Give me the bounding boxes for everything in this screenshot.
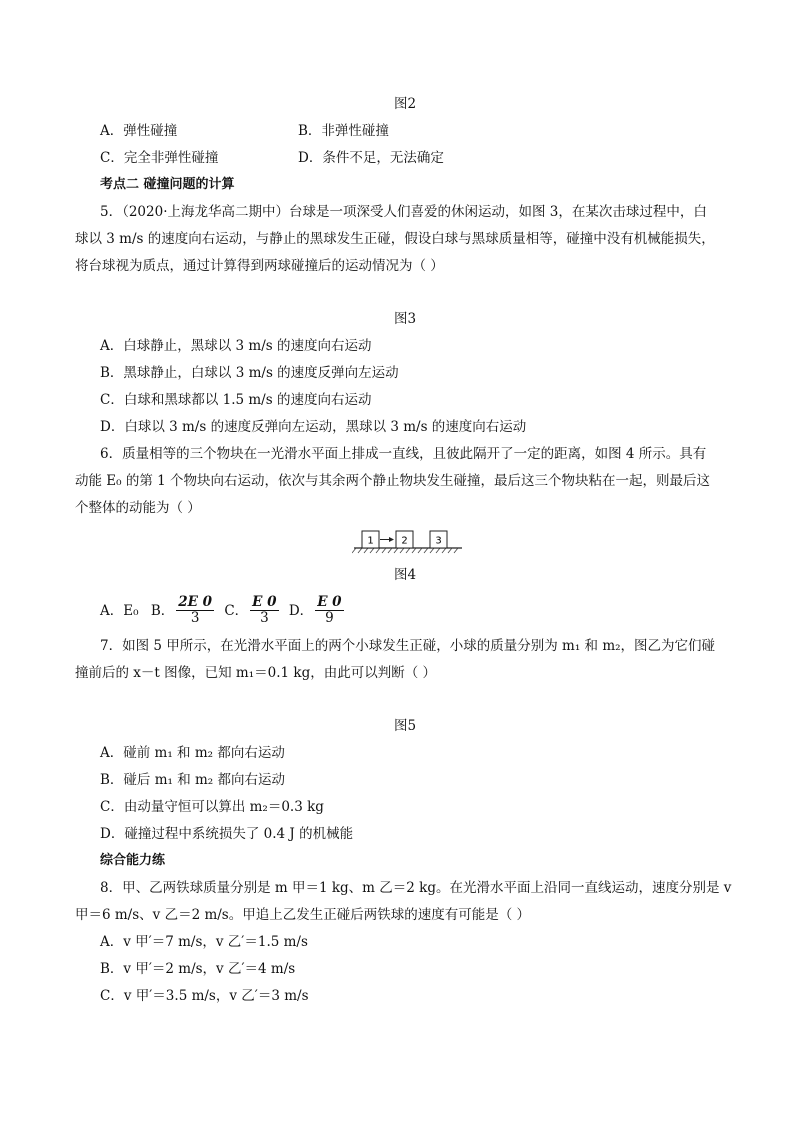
q6-option-b-fraction (176, 595, 214, 626)
fraction-numerator: 2E 0 (178, 594, 213, 610)
q6-line-1: 6．质量相等的三个物块在一光滑水平面上排成一直线，且彼此隔开了一定的距离，如图 4 所示。具有 (100, 446, 707, 462)
fraction-numerator: E 0 (317, 594, 342, 610)
fraction-denominator: 3 (260, 610, 269, 626)
q8-option-c: C．v 甲′＝3.5 m/s，v 乙′＝3 m/s (100, 988, 309, 1004)
figure-4-blocks-diagram (352, 528, 464, 554)
block-1-label: 1 (367, 535, 374, 547)
q7-line-2: 撞前后的 x－t 图像，已知 m₁＝0.1 kg，由此可以判断（ ） (75, 665, 436, 681)
q5-line-3: 将台球视为质点，通过计算得到两球碰撞后的运动情况为（ ） (75, 258, 444, 274)
fraction-denominator: 3 (190, 610, 200, 626)
arrow-head-icon (389, 537, 394, 542)
q7-option-a: A．碰前 m₁ 和 m₂ 都向右运动 (100, 745, 285, 761)
q8-option-b: B．v 甲′＝2 m/s，v 乙′＝4 m/s (100, 961, 296, 977)
q6-line-2: 动能 E₀ 的第 1 个物块向右运动，依次与其余两个静止物块发生碰撞，最后这三个物块粘在一起，则最后这 (75, 473, 711, 489)
fraction-numerator: E 0 (252, 594, 277, 610)
q6-options-row (100, 595, 346, 627)
figure-3-caption: 图3 (393, 311, 417, 327)
q5-line-1: 5．（2020·上海龙华高二期中）台球是一项深受人们喜爱的休闲运动，如图 3，在某次击球过程中，白 (100, 204, 707, 220)
q8-line-2: 甲＝6 m/s、v 乙＝2 m/s。甲追上乙发生正碰后两铁球的速度有可能是（ ） (75, 907, 531, 923)
q6-option-c-label: C． (224, 603, 249, 619)
ground-hatching (352, 548, 458, 553)
q6-option-c-fraction (250, 595, 278, 626)
q7-line-1: 7．如图 5 甲所示，在光滑水平面上的两个小球发生正碰，小球的质量分别为 m₁ 和 m₂，图乙为它们碰 (100, 638, 716, 654)
q4-option-c: C．完全非弹性碰撞 (100, 150, 219, 166)
section-heading-2: 考点二 碰撞问题的计算 (100, 177, 235, 192)
figure-4-caption: 图4 (393, 567, 417, 583)
q7-option-d: D．碰撞过程中系统损失了 0.4 J 的机械能 (100, 826, 354, 842)
q6-option-d-label: D． (288, 603, 314, 619)
q6-line-3: 个整体的动能为（ ） (75, 500, 201, 516)
q4-option-a: A．弹性碰撞 (100, 123, 178, 139)
q6-option-d-fraction (315, 595, 343, 626)
fraction-denominator: 9 (325, 610, 334, 626)
figure-2-caption: 图2 (393, 96, 417, 112)
q5-option-a: A．白球静止，黑球以 3 m/s 的速度向右运动 (100, 338, 372, 354)
section-heading-3: 综合能力练 (100, 853, 166, 868)
q8-option-a: A．v 甲′＝7 m/s，v 乙′＝1.5 m/s (100, 934, 308, 950)
q5-option-d: D．白球以 3 m/s 的速度反弹向左运动，黑球以 3 m/s 的速度向右运动 (100, 419, 527, 435)
q4-option-b: B．非弹性碰撞 (298, 123, 389, 139)
q5-option-b: B．黑球静止，白球以 3 m/s 的速度反弹向左运动 (100, 365, 399, 381)
figure-5-caption: 图5 (393, 718, 417, 734)
q8-line-1: 8．甲、乙两铁球质量分别是 m 甲＝1 kg、m 乙＝2 kg。在光滑水平面上沿同一直线运动，速度分别是 v (100, 880, 732, 896)
block-2-label: 2 (401, 535, 408, 547)
q6-option-a: A．E₀ (100, 603, 139, 619)
q7-option-c: C．由动量守恒可以算出 m₂＝0.3 kg (100, 799, 324, 815)
q7-option-b: B．碰后 m₁ 和 m₂ 都向右运动 (100, 772, 286, 788)
q5-line-2: 球以 3 m/s 的速度向右运动，与静止的黑球发生正碰，假设白球与黑球质量相等，碰撞中没有机械能损失， (75, 231, 715, 247)
q5-option-c: C．白球和黑球都以 1.5 m/s 的速度向右运动 (100, 392, 372, 408)
block-3-label: 3 (435, 535, 442, 547)
q4-option-d: D．条件不足，无法确定 (298, 150, 444, 166)
q6-option-b-label: B． (150, 603, 175, 619)
